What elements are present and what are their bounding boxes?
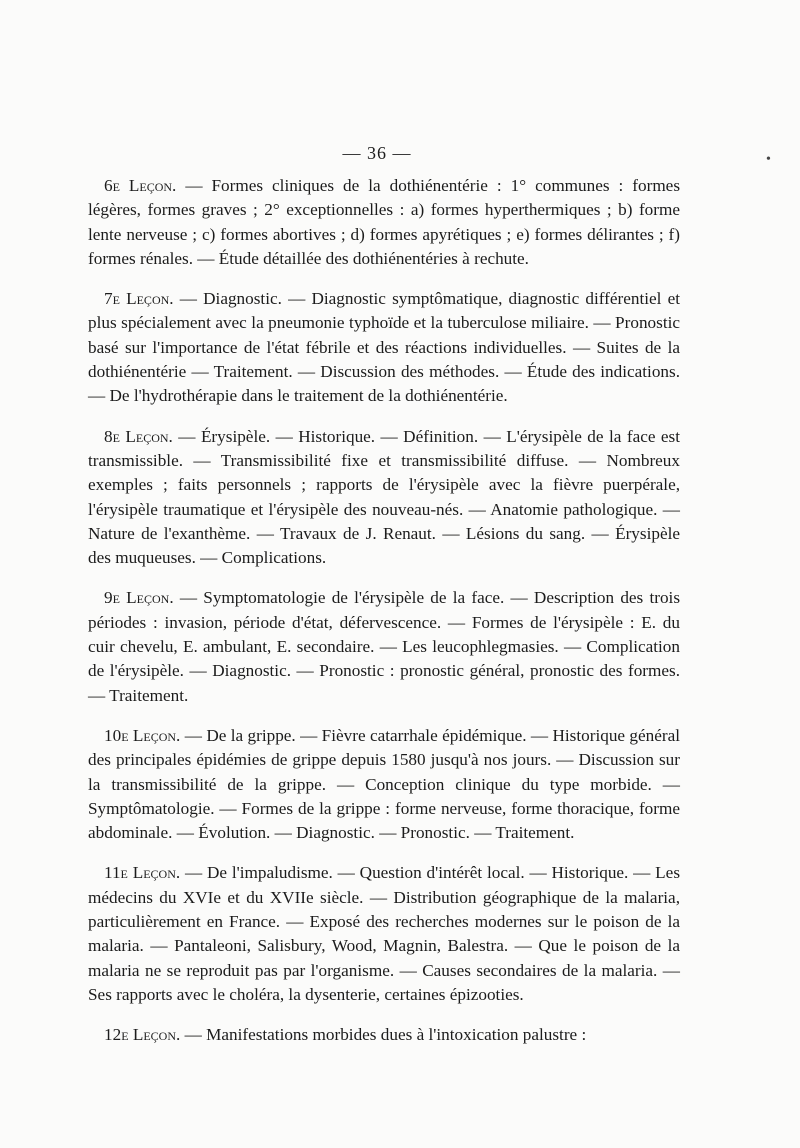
lecon-list bbox=[88, 174, 680, 1064]
lecon-text: — Manifestations morbides dues à l'intoxication palustre : bbox=[184, 1025, 587, 1045]
lecon-10 bbox=[88, 724, 680, 845]
lecon-text: — Érysipèle. — Historique. — Définition. — L'érysipèle de la face est transmissible. — Transmissibilité fixe et transmissibilité diffuse. — Nombreux exemples ; faits personnels ; rapports de l'érysipèle avec la fièvre puerpérale, l'érysipèle traumatique et l'érysipèle des nouveau-nés. — Anatomie pathologique. — Nature de l'exanthème. — Travaux de J. Renaut. — Lésions du sang. — Érysipèle des muqueuses. — Complications. bbox=[88, 426, 680, 568]
lecon-label: 10e Leçon. bbox=[104, 725, 181, 745]
lecon-text: — Symptomatologie de l'érysipèle de la face. — Description des trois périodes : invasion, période d'état, défervescence. — Formes de l'érysipèle : E. du cuir chevelu, E. ambulant, E. secondaire. — Les leucophlegmasies. — Complication de l'érysipèle. — Diagnostic. — Pronostic : pronostic général, pronostic des formes. — Traitement. bbox=[88, 588, 681, 705]
lecon-text: — De la grippe. — Fièvre catarrhale épidémique. — Historique général des principales épidémies de grippe depuis 1580 jusqu'à nos jours. — Discussion sur la transmissibilité de la grippe. — Conception clinique du type morbide. — Symptômatologie. — Formes de la grippe : forme nerveuse, forme thoracique, forme abdominale. — Évolution. — Diagnostic. — Pronostic. — Traitement. bbox=[88, 725, 681, 843]
lecon-6 bbox=[88, 174, 680, 271]
lecon-label: 6e Leçon. bbox=[104, 176, 177, 195]
lecon-11 bbox=[88, 861, 680, 1007]
lecon-text: — Diagnostic. — Diagnostic symptômatique, diagnostic différentiel et plus spécialement avec la pneumonie typhoïde et la tuberculose miliaire. — Pronostic basé sur l'importance de l'état fébrile et des réactions individuelles. — Suites de la dothiénentérie — Traitement. — Discussion des méthodes. — Étude des indications. — De l'hydrothérapie dans le traitement de la dothiénentérie. bbox=[88, 289, 681, 406]
lecon-label: 7e Leçon. bbox=[104, 289, 174, 309]
lecon-label: 11e Leçon. bbox=[104, 863, 181, 883]
lecon-label: 12e Leçon. bbox=[104, 1025, 181, 1045]
lecon-text: — De l'impaludisme. — Question d'intérêt local. — Historique. — Les médecins du XVIe et du XVIIe siècle. — Distribution géographique de la malaria, particulièrement en France. — Exposé des recherches modernes sur le poison de la malaria. — Pantaleoni, Salisbury, Wood, Magnin, Balestra. — Que le poison de la malaria ne se reproduit pas par l'organisme. — Causes secondaires de la malaria. — Ses rapports avec le choléra, la dysenterie, certaines épizooties. bbox=[88, 863, 681, 1004]
margin-mark: • bbox=[766, 152, 771, 167]
lecon-label: 8e Leçon. bbox=[104, 426, 173, 446]
page-number: — 36 — bbox=[342, 143, 412, 163]
lecon-8 bbox=[88, 425, 680, 571]
lecon-label: 9e Leçon. bbox=[104, 588, 174, 608]
lecon-9 bbox=[88, 586, 680, 707]
lecon-7 bbox=[88, 287, 680, 408]
lecon-text: — Formes cliniques de la dothiénentérie : 1° communes : formes légères, formes graves ; 2° exceptionnelles : a) formes hyperthermiques ; b) forme lente nerveuse ; c) formes abortives ; d) formes apyrétiques ; e) formes délirantes ; f) formes rénales. — Étude détaillée des dothiénentéries à rechute. bbox=[88, 176, 681, 268]
lecon-12 bbox=[88, 1023, 680, 1047]
